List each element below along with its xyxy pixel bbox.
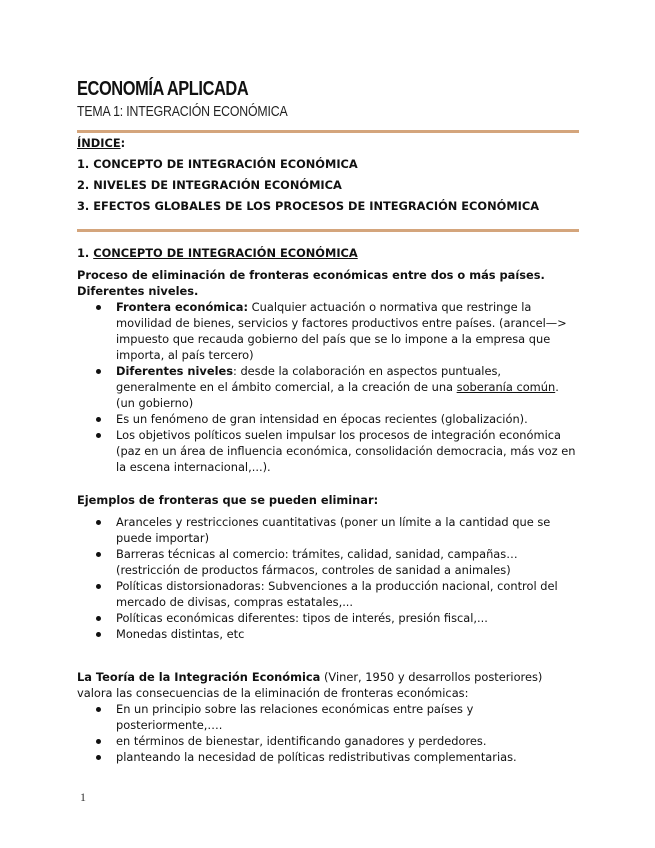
list-item: Es un fenómeno de gran intensidad en épocas recientes (globalización). <box>77 411 579 427</box>
document-subtitle: TEMA 1: INTEGRACIÓN ECONÓMICA <box>77 103 288 120</box>
index-item-3: 3. EFECTOS GLOBALES DE LOS PROCESOS DE INTEGRACIÓN ECONÓMICA <box>77 199 540 213</box>
index-heading-colon: : <box>120 136 126 150</box>
list-item: Los objetivos políticos suelen impulsar los procesos de integración económica (paz en un área de influencia económica, consolidación democracia, más voz en la escena internacional,...). <box>77 427 579 475</box>
section-1-list <box>77 299 579 475</box>
section-1 <box>77 245 579 475</box>
index-heading <box>77 133 579 154</box>
theory-list <box>77 701 579 765</box>
page-number: 1 <box>80 790 86 804</box>
list-item <box>77 363 579 411</box>
list-item-bold: Diferentes niveles <box>116 364 233 378</box>
list-item: Políticas económicas diferentes: tipos de interés, presión fiscal,... <box>77 610 579 626</box>
index-item-2: 2. NIVELES DE INTEGRACIÓN ECONÓMICA <box>77 178 342 192</box>
document-title: ECONOMÍA APLICADA <box>77 78 249 100</box>
list-item: Monedas distintas, etc <box>77 626 579 642</box>
examples-heading: Ejemplos de fronteras que se pueden eliminar: <box>77 493 379 507</box>
list-item: en términos de bienestar, identificando ganadores y perdedores. <box>77 733 579 749</box>
theory-text: (Viner, 1950 y desarrollos posteriores) valora las consecuencias de la eliminación de fronteras económicas: <box>77 670 543 700</box>
theory-paragraph <box>77 669 579 701</box>
list-item: En un principio sobre las relaciones económicas entre países y posteriormente,…. <box>77 701 579 733</box>
list-item: Aranceles y restricciones cuantitativas (poner un límite a la cantidad que se puede importar) <box>77 514 579 546</box>
examples-section <box>77 492 579 642</box>
section-1-number: 1. <box>77 246 94 260</box>
index-section <box>77 133 579 217</box>
list-item: planteando la necesidad de políticas redistributivas complementarias. <box>77 749 579 765</box>
section-1-heading <box>77 245 579 261</box>
section-1-heading-text: CONCEPTO DE INTEGRACIÓN ECONÓMICA <box>93 246 358 260</box>
theory-bold: La Teoría de la Integración Económica <box>77 670 321 684</box>
list-item-text: . (un gobierno) <box>116 380 559 410</box>
theory-section <box>77 669 579 765</box>
soberania-link[interactable]: soberanía común <box>456 380 556 394</box>
index-heading-text: ÍNDICE <box>77 136 121 150</box>
list-item <box>77 299 579 363</box>
list-item-text: : desde la colaboración en aspectos puntuales, generalmente en el ámbito comercial, a la creación de una <box>116 364 502 394</box>
examples-list <box>77 514 579 642</box>
list-item: Políticas distorsionadoras: Subvenciones a la producción nacional, control del mercado de divisas, compras estatales,... <box>77 578 579 610</box>
divider-bottom <box>77 229 579 232</box>
list-item-text: Cualquier actuación o normativa que restringe la movilidad de bienes, servicios y factores productivos entre países. (arancel—> impuesto que recauda gobierno del país que se lo impone a la empresa que importa, al país tercero) <box>116 300 567 362</box>
section-1-intro: Proceso de eliminación de fronteras económicas entre dos o más países. Diferentes niveles. <box>77 268 545 298</box>
list-item-bold: Frontera económica: <box>116 300 249 314</box>
list-item: Barreras técnicas al comercio: trámites, calidad, sanidad, campañas… (restricción de productos fármacos, controles de sanidad a animales) <box>77 546 579 578</box>
index-item-1: 1. CONCEPTO DE INTEGRACIÓN ECONÓMICA <box>77 157 358 171</box>
